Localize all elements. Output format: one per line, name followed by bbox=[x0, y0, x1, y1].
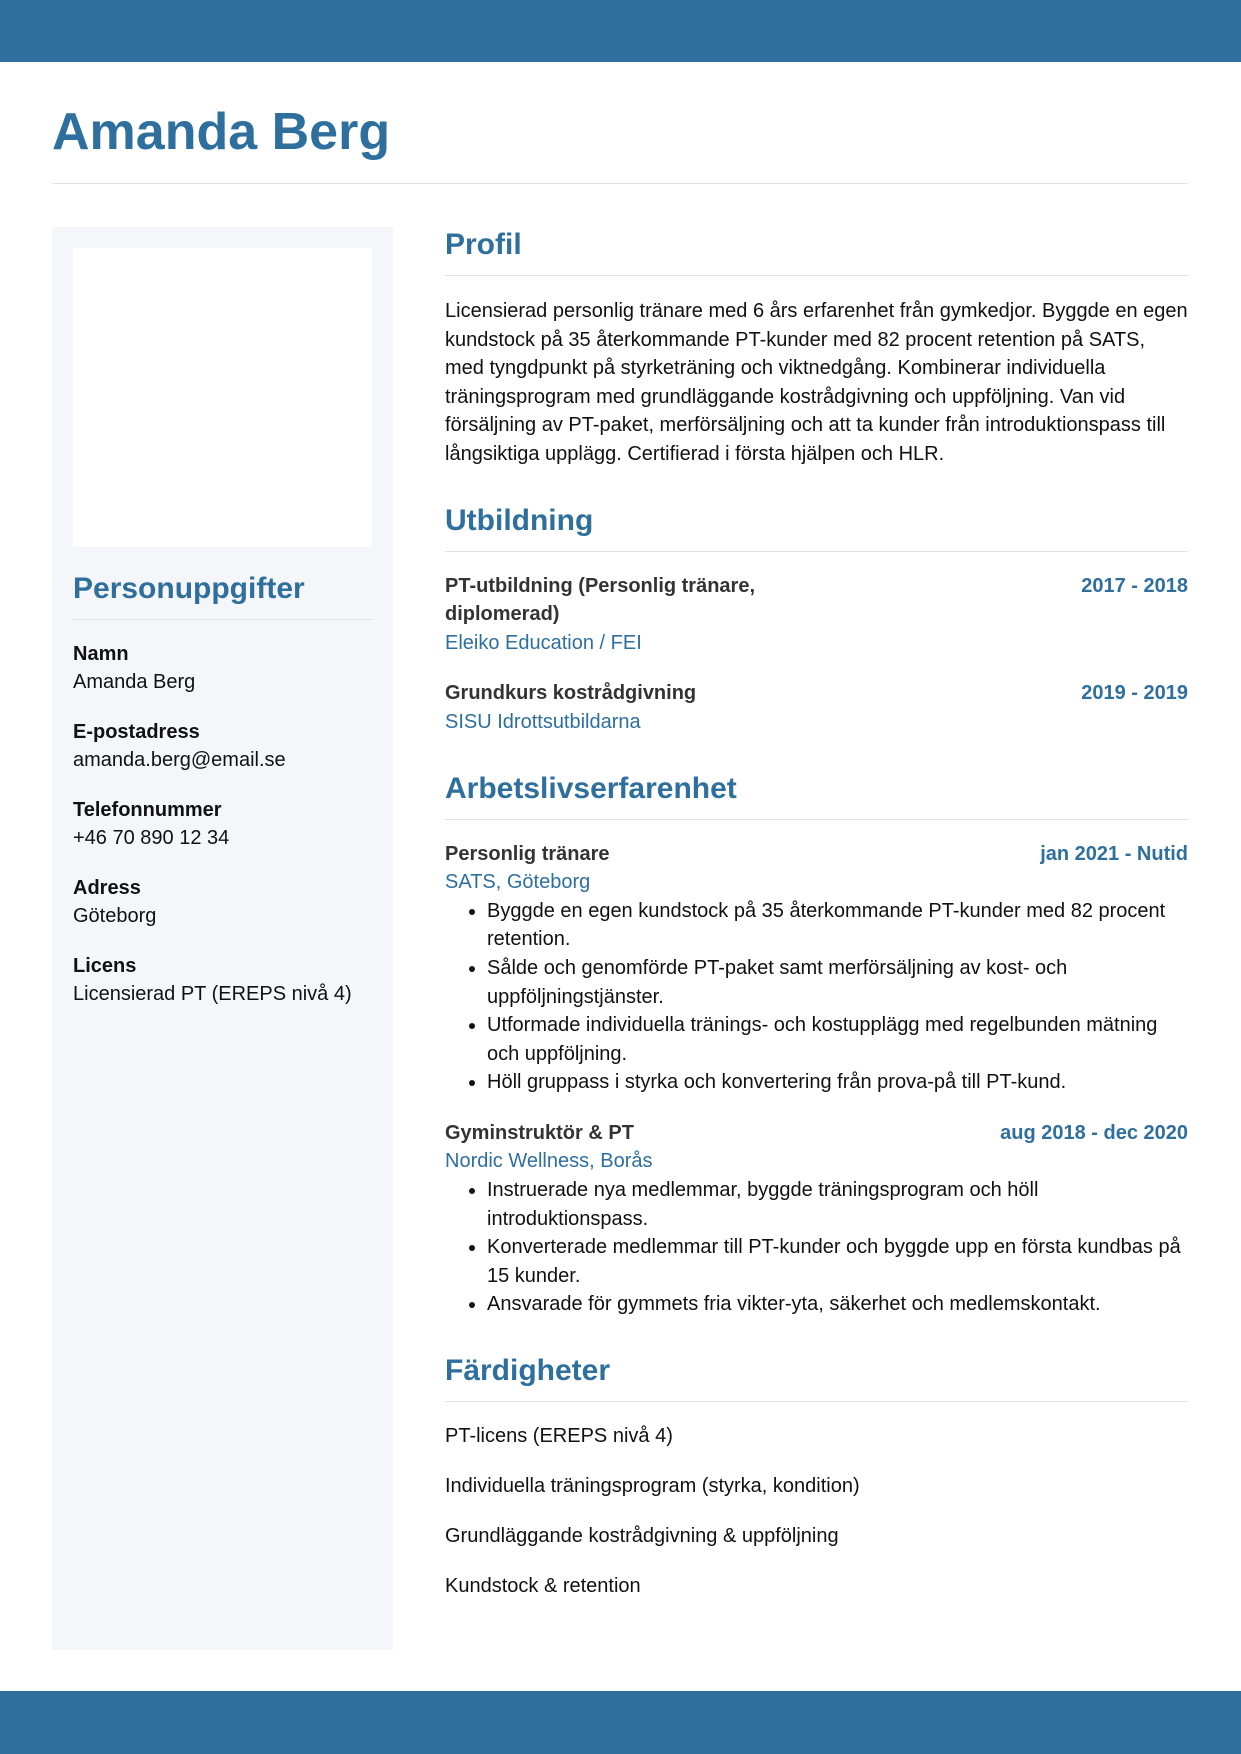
entry-title: Grundkurs kostrådgivning bbox=[445, 682, 697, 705]
skills-list bbox=[445, 1422, 1188, 1600]
education-entry bbox=[445, 679, 1188, 736]
info-label: Adress bbox=[73, 877, 141, 899]
entry-date: aug 2018 - dec 2020 bbox=[1000, 1121, 1188, 1144]
skills-heading: Färdigheter bbox=[445, 1353, 1188, 1402]
profile-heading: Profil bbox=[445, 227, 1188, 276]
footer-band bbox=[0, 1691, 1241, 1754]
info-value: Göteborg bbox=[73, 905, 157, 927]
info-item-email bbox=[73, 718, 372, 774]
info-value: Licensierad PT (EREPS nivå 4) bbox=[73, 983, 352, 1005]
person-name: Amanda Berg bbox=[52, 103, 391, 161]
entry-bullets bbox=[445, 897, 1188, 1097]
skills-section bbox=[445, 1353, 1188, 1600]
entry-title: PT-utbildning (Personlig tränare, diplomerad) bbox=[445, 574, 756, 626]
info-label: Namn bbox=[73, 643, 129, 665]
entry-bullets bbox=[445, 1176, 1188, 1319]
sidebar bbox=[52, 227, 393, 1650]
info-value: amanda.berg@email.se bbox=[73, 749, 286, 771]
info-value: Amanda Berg bbox=[73, 671, 196, 693]
bullet-item: • Utformade individuella tränings- och kostupplägg med regelbunden mätning och uppföljning. bbox=[487, 1011, 1188, 1068]
bullet-item: • Konverterade medlemmar till PT-kunder och byggde upp en första kundbas på 15 kunder. bbox=[487, 1233, 1188, 1290]
profile-section bbox=[445, 227, 1188, 469]
experience-section bbox=[445, 771, 1188, 1320]
personal-info-heading: Personuppgifter bbox=[73, 571, 372, 620]
skill-item: Grundläggande kostrådgivning & uppföljning bbox=[445, 1525, 839, 1548]
entry-date: 2017 - 2018 bbox=[1081, 574, 1188, 597]
experience-heading: Arbetslivserfarenhet bbox=[445, 771, 1188, 820]
experience-entry bbox=[445, 1119, 1188, 1319]
info-item-name bbox=[73, 640, 372, 696]
header-band bbox=[0, 0, 1241, 62]
entry-org: SATS, Göteborg bbox=[445, 871, 591, 894]
bullet-item: • Instruerade nya medlemmar, byggde träningsprogram och höll introduktionspass. bbox=[487, 1176, 1188, 1233]
entry-org: SISU Idrottsutbildarna bbox=[445, 710, 641, 733]
education-list bbox=[445, 572, 1188, 737]
education-entry bbox=[445, 572, 1188, 658]
experience-list bbox=[445, 840, 1188, 1320]
info-label: Telefonnummer bbox=[73, 799, 222, 821]
personal-info-list bbox=[73, 640, 372, 1008]
education-section bbox=[445, 503, 1188, 737]
profile-text: Licensierad personlig tränare med 6 års erfarenhet från gymkedjor. Byggde en egen kundstock på 35 återkommande PT-kunder med 82 procent retention på SATS, med tyngdpunkt på styrketräning och viktnedgång. Kombinerar individuella träningsprogram med grundläggande kostrådgivning och uppföljning. Van vid försäljning av PT-paket, merförsäljning och att ta kunder från introduktionspass till långsiktiga upplägg. Certifierad i första hjälpen och HLR. bbox=[445, 300, 1188, 465]
info-item-address bbox=[73, 874, 372, 930]
entry-date: jan 2021 - Nutid bbox=[1040, 842, 1188, 865]
experience-entry bbox=[445, 840, 1188, 1097]
entry-date: 2019 - 2019 bbox=[1081, 682, 1188, 705]
photo-placeholder bbox=[73, 248, 372, 547]
skill-item: PT-licens (EREPS nivå 4) bbox=[445, 1425, 673, 1448]
entry-org: Nordic Wellness, Borås bbox=[445, 1150, 653, 1173]
info-item-license bbox=[73, 952, 372, 1008]
bullet-item: • Höll gruppass i styrka och konvertering från prova-på till PT-kund. bbox=[487, 1068, 1188, 1097]
entry-title: Personlig tränare bbox=[445, 842, 610, 865]
name-divider bbox=[52, 183, 1188, 184]
skill-item: Individuella träningsprogram (styrka, kondition) bbox=[445, 1475, 860, 1498]
info-label: Licens bbox=[73, 955, 137, 977]
entry-title: Gyminstruktör & PT bbox=[445, 1121, 634, 1144]
bullet-item: • Ansvarade för gymmets fria vikter-yta, säkerhet och medlemskontakt. bbox=[487, 1290, 1188, 1319]
info-value: +46 70 890 12 34 bbox=[73, 827, 230, 849]
bullet-item: • Byggde en egen kundstock på 35 återkommande PT-kunder med 82 procent retention. bbox=[487, 897, 1188, 954]
info-item-phone bbox=[73, 796, 372, 852]
education-heading: Utbildning bbox=[445, 503, 1188, 552]
entry-org: Eleiko Education / FEI bbox=[445, 631, 642, 654]
bullet-item: • Sålde och genomförde PT-paket samt merförsäljning av kost- och uppföljningstjänster. bbox=[487, 954, 1188, 1011]
main-content bbox=[445, 227, 1188, 1634]
info-label: E-postadress bbox=[73, 721, 200, 743]
skill-item: Kundstock & retention bbox=[445, 1575, 641, 1598]
